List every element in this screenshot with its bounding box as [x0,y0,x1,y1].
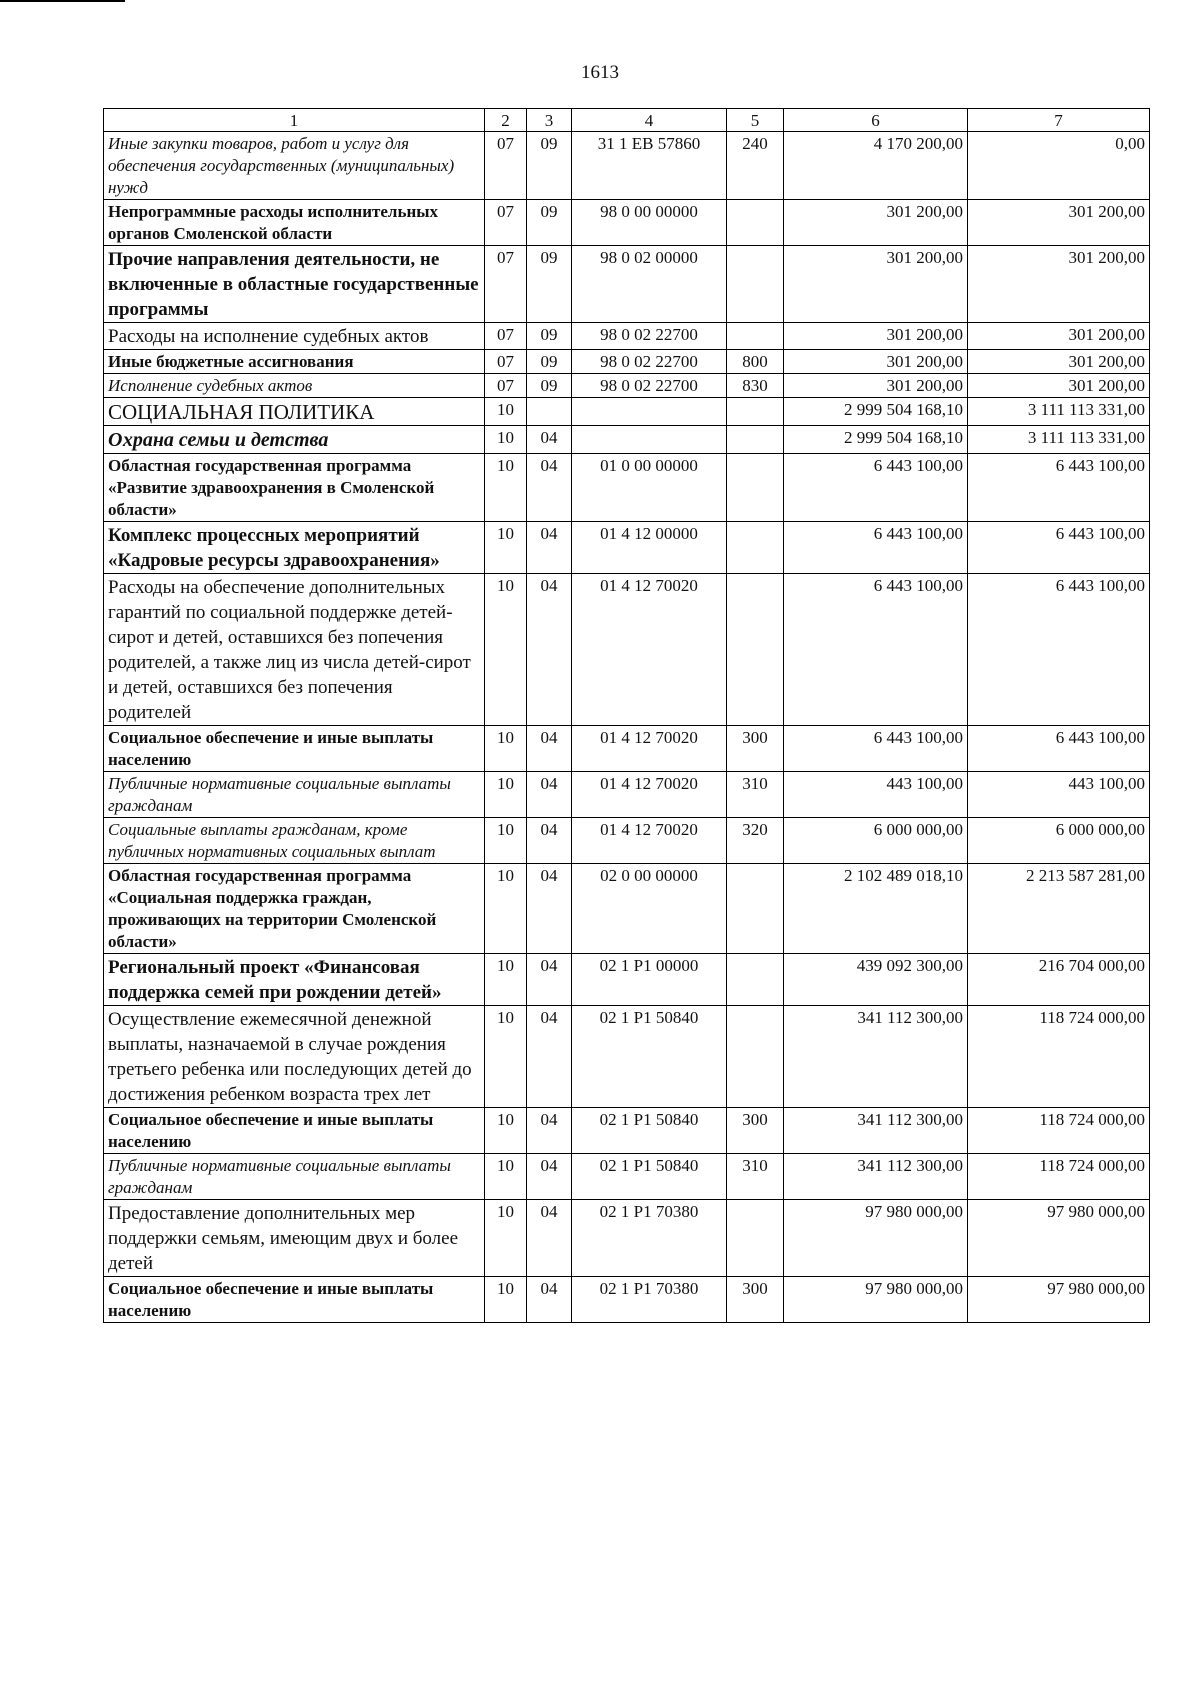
row-expense-type [727,398,784,426]
row-name: Областная государственная программа «Развитие здравоохранения в Смоленской области» [104,454,485,522]
row-amount-col7: 3 111 113 331,00 [968,426,1150,454]
header-cell: 7 [968,109,1150,132]
row-amount-col6: 6 443 100,00 [784,454,968,522]
row-amount-col6: 4 170 200,00 [784,132,968,200]
row-section-code: 10 [485,522,527,574]
row-name: Социальные выплаты гражданам, кроме публичных нормативных социальных выплат [104,818,485,864]
row-amount-col7: 3 111 113 331,00 [968,398,1150,426]
row-expense-type [727,864,784,954]
row-target-code: 01 0 00 00000 [572,454,727,522]
table-row [104,200,1150,246]
row-expense-type: 320 [727,818,784,864]
row-amount-col6: 2 102 489 018,10 [784,864,968,954]
row-expense-type [727,200,784,246]
row-amount-col6: 97 980 000,00 [784,1200,968,1277]
table-row [104,132,1150,200]
row-name: Публичные нормативные социальные выплаты гражданам [104,1154,485,1200]
row-expense-type: 830 [727,374,784,398]
row-name: Публичные нормативные социальные выплаты гражданам [104,772,485,818]
row-amount-col6: 97 980 000,00 [784,1277,968,1323]
row-subsection-code: 09 [527,132,572,200]
row-amount-col7: 6 443 100,00 [968,522,1150,574]
row-expense-type [727,1006,784,1108]
table-row [104,1108,1150,1154]
row-amount-col7: 6 443 100,00 [968,574,1150,726]
table-row [104,726,1150,772]
row-section-code: 10 [485,864,527,954]
row-amount-col6: 301 200,00 [784,323,968,350]
row-amount-col6: 301 200,00 [784,246,968,323]
row-name: Социальное обеспечение и иные выплаты населению [104,1277,485,1323]
row-section-code: 07 [485,246,527,323]
table-row [104,818,1150,864]
row-amount-col7: 6 000 000,00 [968,818,1150,864]
row-target-code: 98 0 00 00000 [572,200,727,246]
row-expense-type [727,246,784,323]
row-amount-col7: 118 724 000,00 [968,1154,1150,1200]
row-subsection-code [527,398,572,426]
row-amount-col7: 301 200,00 [968,350,1150,374]
table-row [104,772,1150,818]
row-subsection-code: 04 [527,522,572,574]
row-amount-col6: 6 443 100,00 [784,726,968,772]
row-target-code: 01 4 12 70020 [572,574,727,726]
row-target-code: 02 1 Р1 00000 [572,954,727,1006]
scan-edge-line [0,0,125,2]
row-section-code: 07 [485,200,527,246]
row-amount-col7: 0,00 [968,132,1150,200]
table-row [104,454,1150,522]
row-name: Социальное обеспечение и иные выплаты населению [104,1108,485,1154]
row-amount-col7: 2 213 587 281,00 [968,864,1150,954]
table-row [104,246,1150,323]
table-row [104,350,1150,374]
row-name: СОЦИАЛЬНАЯ ПОЛИТИКА [104,398,485,426]
row-name: Комплекс процессных мероприятий «Кадровые ресурсы здравоохранения» [104,522,485,574]
row-subsection-code: 09 [527,374,572,398]
row-name: Предоставление дополнительных мер поддержки семьям, имеющим двух и более детей [104,1200,485,1277]
row-amount-col7: 301 200,00 [968,200,1150,246]
row-expense-type: 310 [727,772,784,818]
table-row [104,323,1150,350]
row-subsection-code: 09 [527,350,572,374]
row-expense-type [727,323,784,350]
row-expense-type: 300 [727,1108,784,1154]
row-section-code: 10 [485,726,527,772]
row-section-code: 10 [485,818,527,864]
row-subsection-code: 04 [527,818,572,864]
row-expense-type: 300 [727,1277,784,1323]
row-name: Иные закупки товаров, работ и услуг для обеспечения государственных (муниципальных) нужд [104,132,485,200]
row-amount-col7: 6 443 100,00 [968,454,1150,522]
header-cell: 2 [485,109,527,132]
row-target-code: 98 0 02 22700 [572,323,727,350]
row-expense-type [727,454,784,522]
row-name: Расходы на обеспечение дополнительных гарантий по социальной поддержке детей-сирот и детей, оставшихся без попечения родителей, а также лиц из числа детей-сирот и детей, оставшихся без попечения родителей [104,574,485,726]
table-row [104,864,1150,954]
row-subsection-code: 04 [527,1108,572,1154]
row-target-code: 98 0 02 22700 [572,350,727,374]
row-amount-col7: 216 704 000,00 [968,954,1150,1006]
row-subsection-code: 04 [527,864,572,954]
row-expense-type [727,954,784,1006]
row-section-code: 10 [485,1154,527,1200]
budget-table [103,108,1150,1323]
row-expense-type [727,1200,784,1277]
table-row [104,1277,1150,1323]
header-cell: 5 [727,109,784,132]
row-section-code: 10 [485,398,527,426]
row-section-code: 10 [485,1200,527,1277]
row-target-code: 01 4 12 70020 [572,726,727,772]
row-expense-type [727,426,784,454]
row-subsection-code: 04 [527,1277,572,1323]
row-name: Расходы на исполнение судебных актов [104,323,485,350]
row-expense-type [727,522,784,574]
row-target-code: 02 1 Р1 70380 [572,1277,727,1323]
row-section-code: 07 [485,323,527,350]
row-expense-type: 800 [727,350,784,374]
row-target-code: 98 0 02 00000 [572,246,727,323]
row-target-code [572,426,727,454]
row-amount-col7: 443 100,00 [968,772,1150,818]
table-row [104,398,1150,426]
row-subsection-code: 09 [527,246,572,323]
row-subsection-code: 04 [527,726,572,772]
row-section-code: 07 [485,350,527,374]
row-expense-type [727,574,784,726]
row-amount-col6: 301 200,00 [784,200,968,246]
header-cell: 6 [784,109,968,132]
row-target-code: 02 1 Р1 70380 [572,1200,727,1277]
row-section-code: 10 [485,426,527,454]
row-target-code: 02 0 00 00000 [572,864,727,954]
row-name: Социальное обеспечение и иные выплаты населению [104,726,485,772]
row-amount-col7: 118 724 000,00 [968,1108,1150,1154]
row-amount-col6: 2 999 504 168,10 [784,426,968,454]
table-row [104,522,1150,574]
row-amount-col6: 443 100,00 [784,772,968,818]
row-expense-type: 310 [727,1154,784,1200]
table-header-row [104,109,1150,132]
row-amount-col6: 439 092 300,00 [784,954,968,1006]
page-number: 1613 [581,62,619,83]
row-section-code: 10 [485,1108,527,1154]
table-row [104,954,1150,1006]
row-amount-col7: 301 200,00 [968,246,1150,323]
row-amount-col6: 2 999 504 168,10 [784,398,968,426]
row-subsection-code: 04 [527,1006,572,1108]
row-section-code: 10 [485,772,527,818]
row-target-code [572,398,727,426]
table-row [104,1200,1150,1277]
row-amount-col6: 6 443 100,00 [784,522,968,574]
row-subsection-code: 04 [527,954,572,1006]
row-name: Иные бюджетные ассигнования [104,350,485,374]
table-row [104,374,1150,398]
row-subsection-code: 04 [527,1154,572,1200]
table-row [104,574,1150,726]
row-target-code: 01 4 12 00000 [572,522,727,574]
row-subsection-code: 04 [527,454,572,522]
row-amount-col6: 301 200,00 [784,374,968,398]
header-cell: 4 [572,109,727,132]
row-name: Прочие направления деятельности, не включенные в областные государственные программы [104,246,485,323]
row-expense-type: 300 [727,726,784,772]
row-amount-col7: 301 200,00 [968,323,1150,350]
row-amount-col6: 6 000 000,00 [784,818,968,864]
row-amount-col7: 97 980 000,00 [968,1200,1150,1277]
row-subsection-code: 04 [527,574,572,726]
row-section-code: 07 [485,132,527,200]
row-amount-col7: 118 724 000,00 [968,1006,1150,1108]
row-section-code: 10 [485,1006,527,1108]
row-target-code: 02 1 Р1 50840 [572,1108,727,1154]
row-target-code: 02 1 Р1 50840 [572,1006,727,1108]
table-row [104,1006,1150,1108]
header-cell: 1 [104,109,485,132]
row-target-code: 02 1 Р1 50840 [572,1154,727,1200]
row-target-code: 98 0 02 22700 [572,374,727,398]
row-expense-type: 240 [727,132,784,200]
row-amount-col7: 6 443 100,00 [968,726,1150,772]
row-target-code: 01 4 12 70020 [572,772,727,818]
row-section-code: 10 [485,954,527,1006]
row-subsection-code: 04 [527,1200,572,1277]
row-name: Непрограммные расходы исполнительных органов Смоленской области [104,200,485,246]
row-section-code: 07 [485,374,527,398]
row-target-code: 31 1 ЕВ 57860 [572,132,727,200]
row-subsection-code: 04 [527,772,572,818]
row-section-code: 10 [485,454,527,522]
row-subsection-code: 09 [527,200,572,246]
row-section-code: 10 [485,574,527,726]
table-row [104,1154,1150,1200]
row-amount-col7: 301 200,00 [968,374,1150,398]
row-amount-col6: 6 443 100,00 [784,574,968,726]
row-target-code: 01 4 12 70020 [572,818,727,864]
row-section-code: 10 [485,1277,527,1323]
row-name: Областная государственная программа «Социальная поддержка граждан, проживающих на территории Смоленской области» [104,864,485,954]
row-amount-col6: 341 112 300,00 [784,1108,968,1154]
row-amount-col6: 341 112 300,00 [784,1154,968,1200]
row-name: Региональный проект «Финансовая поддержка семей при рождении детей» [104,954,485,1006]
row-name: Исполнение судебных актов [104,374,485,398]
row-subsection-code: 04 [527,426,572,454]
row-amount-col6: 341 112 300,00 [784,1006,968,1108]
row-name: Осуществление ежемесячной денежной выплаты, назначаемой в случае рождения третьего ребенка или последующих детей до достижения ребенком возраста трех лет [104,1006,485,1108]
row-name: Охрана семьи и детства [104,426,485,454]
header-cell: 3 [527,109,572,132]
row-amount-col6: 301 200,00 [784,350,968,374]
row-amount-col7: 97 980 000,00 [968,1277,1150,1323]
table-row [104,426,1150,454]
row-subsection-code: 09 [527,323,572,350]
